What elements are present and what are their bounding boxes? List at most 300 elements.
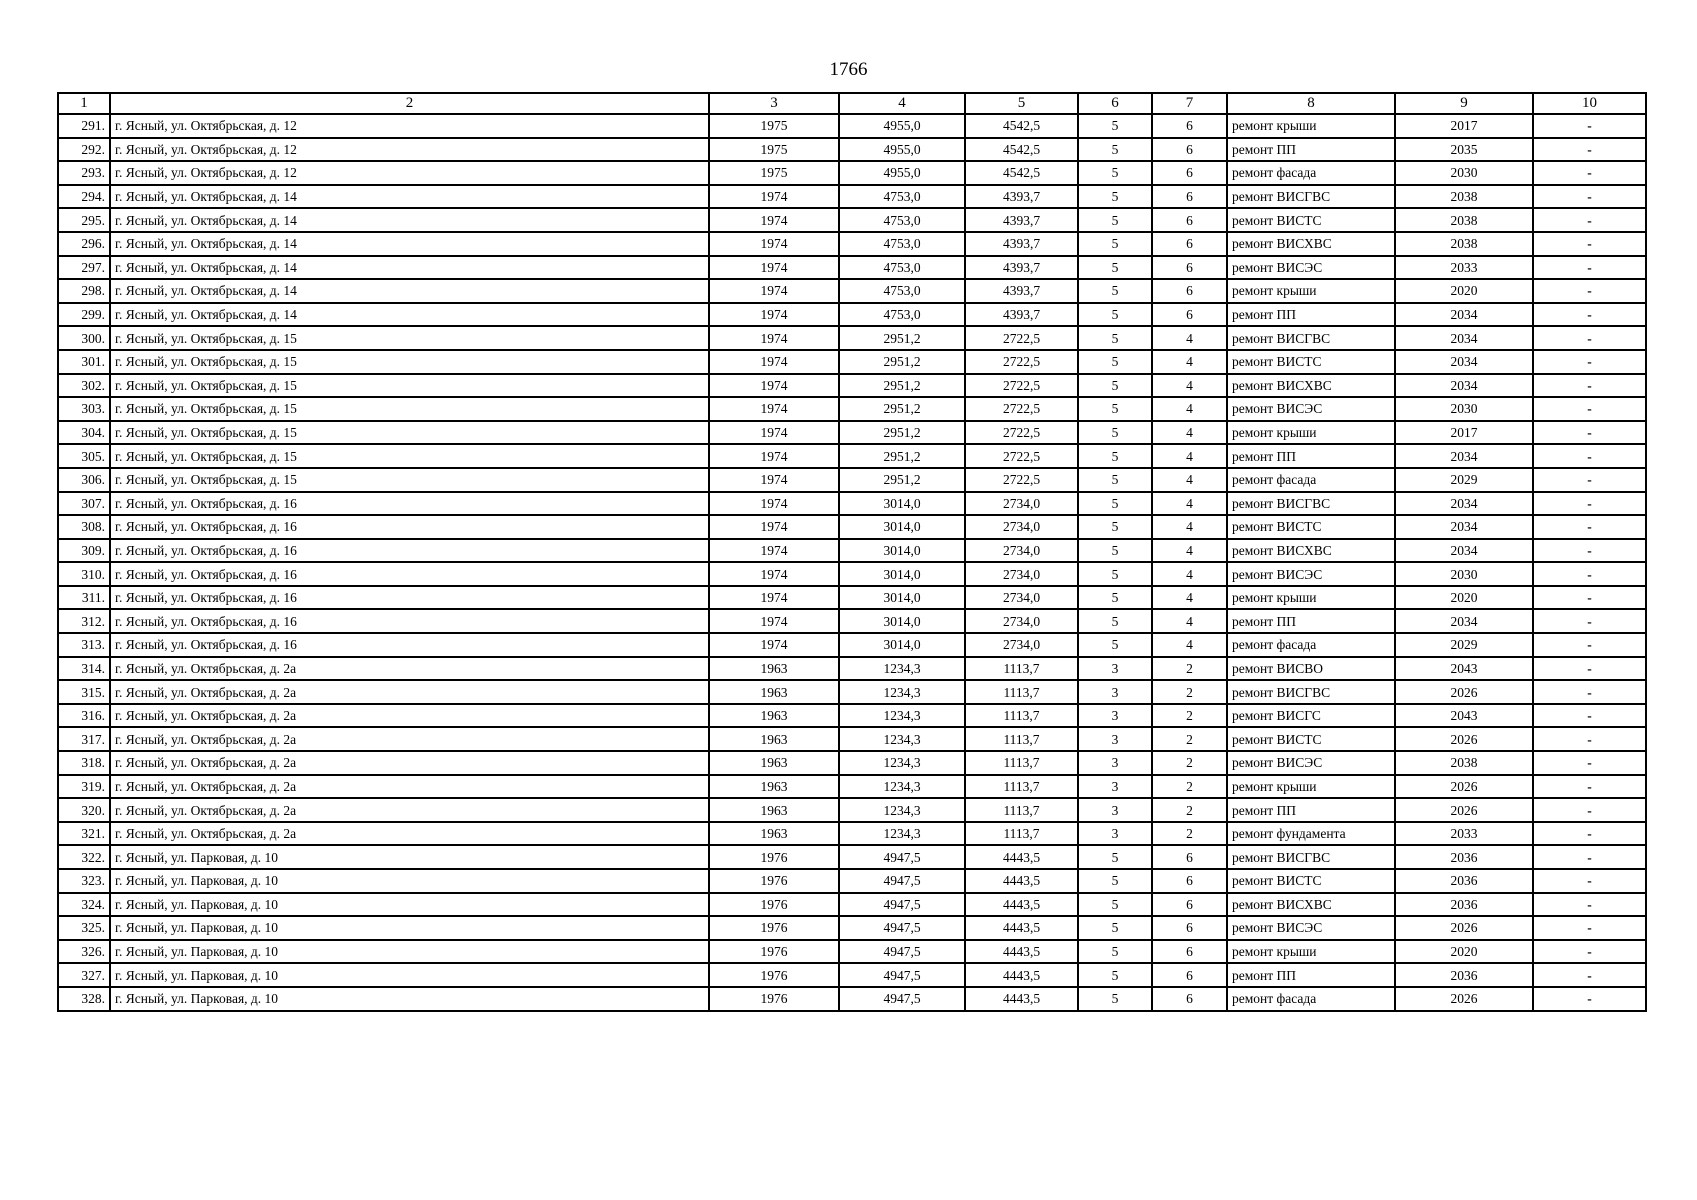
row-number: 315.: [58, 680, 110, 704]
entrances-cell: 4: [1152, 397, 1227, 421]
living-area-cell: 4443,5: [965, 940, 1078, 964]
table-row: [58, 114, 1646, 138]
row-number: 311.: [58, 586, 110, 610]
floors-cell: 5: [1078, 444, 1152, 468]
work-type-cell: ремонт ПП: [1227, 798, 1395, 822]
living-area-cell: 4393,7: [965, 232, 1078, 256]
note-cell: -: [1533, 161, 1646, 185]
planned-year-cell: 2034: [1395, 326, 1533, 350]
note-cell: -: [1533, 704, 1646, 728]
entrances-cell: 4: [1152, 609, 1227, 633]
total-area-cell: 4753,0: [839, 256, 965, 280]
total-area-cell: 2951,2: [839, 374, 965, 398]
living-area-cell: 2734,0: [965, 515, 1078, 539]
column-header: 3: [709, 93, 839, 114]
table-row: [58, 562, 1646, 586]
total-area-cell: 1234,3: [839, 704, 965, 728]
note-cell: -: [1533, 492, 1646, 516]
year-cell: 1963: [709, 751, 839, 775]
entrances-cell: 4: [1152, 468, 1227, 492]
floors-cell: 3: [1078, 798, 1152, 822]
total-area-cell: 4753,0: [839, 208, 965, 232]
living-area-cell: 2722,5: [965, 397, 1078, 421]
address-cell: г. Ясный, ул. Парковая, д. 10: [110, 940, 709, 964]
entrances-cell: 6: [1152, 869, 1227, 893]
note-cell: -: [1533, 326, 1646, 350]
table-row: [58, 633, 1646, 657]
planned-year-cell: 2026: [1395, 775, 1533, 799]
floors-cell: 5: [1078, 633, 1152, 657]
column-header: 9: [1395, 93, 1533, 114]
address-cell: г. Ясный, ул. Октябрьская, д. 2а: [110, 680, 709, 704]
total-area-cell: 1234,3: [839, 751, 965, 775]
entrances-cell: 4: [1152, 515, 1227, 539]
entrances-cell: 2: [1152, 657, 1227, 681]
work-type-cell: ремонт ВИСЭС: [1227, 256, 1395, 280]
planned-year-cell: 2038: [1395, 208, 1533, 232]
planned-year-cell: 2038: [1395, 185, 1533, 209]
column-header: 10: [1533, 93, 1646, 114]
living-area-cell: 2722,5: [965, 350, 1078, 374]
table-row: [58, 704, 1646, 728]
work-type-cell: ремонт фасада: [1227, 468, 1395, 492]
year-cell: 1974: [709, 539, 839, 563]
repair-schedule-table: [57, 92, 1647, 1012]
planned-year-cell: 2029: [1395, 468, 1533, 492]
column-header: 1: [58, 93, 110, 114]
floors-cell: 5: [1078, 138, 1152, 162]
floors-cell: 3: [1078, 822, 1152, 846]
address-cell: г. Ясный, ул. Октябрьская, д. 16: [110, 515, 709, 539]
note-cell: -: [1533, 822, 1646, 846]
living-area-cell: 4443,5: [965, 845, 1078, 869]
row-number: 308.: [58, 515, 110, 539]
address-cell: г. Ясный, ул. Октябрьская, д. 16: [110, 539, 709, 563]
table-row: [58, 751, 1646, 775]
planned-year-cell: 2034: [1395, 303, 1533, 327]
entrances-cell: 4: [1152, 374, 1227, 398]
entrances-cell: 6: [1152, 208, 1227, 232]
living-area-cell: 4393,7: [965, 256, 1078, 280]
table-row: [58, 893, 1646, 917]
note-cell: -: [1533, 350, 1646, 374]
entrances-cell: 4: [1152, 586, 1227, 610]
column-header: 2: [110, 93, 709, 114]
note-cell: -: [1533, 562, 1646, 586]
total-area-cell: 1234,3: [839, 798, 965, 822]
living-area-cell: 4443,5: [965, 916, 1078, 940]
row-number: 327.: [58, 963, 110, 987]
row-number: 303.: [58, 397, 110, 421]
row-number: 323.: [58, 869, 110, 893]
floors-cell: 5: [1078, 963, 1152, 987]
planned-year-cell: 2036: [1395, 963, 1533, 987]
work-type-cell: ремонт фасада: [1227, 633, 1395, 657]
year-cell: 1974: [709, 515, 839, 539]
table-row: [58, 963, 1646, 987]
note-cell: -: [1533, 845, 1646, 869]
note-cell: -: [1533, 727, 1646, 751]
table-row: [58, 232, 1646, 256]
year-cell: 1976: [709, 987, 839, 1011]
year-cell: 1975: [709, 138, 839, 162]
total-area-cell: 4947,5: [839, 963, 965, 987]
total-area-cell: 2951,2: [839, 421, 965, 445]
table-row: [58, 444, 1646, 468]
planned-year-cell: 2034: [1395, 539, 1533, 563]
column-header: 7: [1152, 93, 1227, 114]
total-area-cell: 4955,0: [839, 138, 965, 162]
address-cell: г. Ясный, ул. Октябрьская, д. 12: [110, 138, 709, 162]
table-row: [58, 586, 1646, 610]
floors-cell: 5: [1078, 421, 1152, 445]
work-type-cell: ремонт ПП: [1227, 138, 1395, 162]
table-row: [58, 987, 1646, 1011]
planned-year-cell: 2030: [1395, 562, 1533, 586]
total-area-cell: 3014,0: [839, 539, 965, 563]
work-type-cell: ремонт ВИСЭС: [1227, 916, 1395, 940]
row-number: 297.: [58, 256, 110, 280]
address-cell: г. Ясный, ул. Октябрьская, д. 15: [110, 397, 709, 421]
living-area-cell: 2734,0: [965, 562, 1078, 586]
floors-cell: 5: [1078, 562, 1152, 586]
planned-year-cell: 2026: [1395, 727, 1533, 751]
living-area-cell: 2734,0: [965, 609, 1078, 633]
work-type-cell: ремонт крыши: [1227, 586, 1395, 610]
work-type-cell: ремонт ПП: [1227, 609, 1395, 633]
floors-cell: 5: [1078, 916, 1152, 940]
planned-year-cell: 2038: [1395, 232, 1533, 256]
total-area-cell: 1234,3: [839, 727, 965, 751]
row-number: 324.: [58, 893, 110, 917]
planned-year-cell: 2026: [1395, 987, 1533, 1011]
entrances-cell: 2: [1152, 775, 1227, 799]
address-cell: г. Ясный, ул. Октябрьская, д. 12: [110, 161, 709, 185]
living-area-cell: 1113,7: [965, 751, 1078, 775]
living-area-cell: 2722,5: [965, 374, 1078, 398]
floors-cell: 5: [1078, 185, 1152, 209]
total-area-cell: 4753,0: [839, 279, 965, 303]
address-cell: г. Ясный, ул. Октябрьская, д. 2а: [110, 775, 709, 799]
planned-year-cell: 2030: [1395, 161, 1533, 185]
floors-cell: 5: [1078, 279, 1152, 303]
address-cell: г. Ясный, ул. Октябрьская, д. 2а: [110, 657, 709, 681]
work-type-cell: ремонт крыши: [1227, 940, 1395, 964]
year-cell: 1963: [709, 657, 839, 681]
year-cell: 1974: [709, 185, 839, 209]
year-cell: 1976: [709, 963, 839, 987]
work-type-cell: ремонт крыши: [1227, 114, 1395, 138]
floors-cell: 5: [1078, 515, 1152, 539]
total-area-cell: 4947,5: [839, 916, 965, 940]
row-number: 320.: [58, 798, 110, 822]
note-cell: -: [1533, 279, 1646, 303]
year-cell: 1974: [709, 609, 839, 633]
address-cell: г. Ясный, ул. Октябрьская, д. 16: [110, 633, 709, 657]
year-cell: 1963: [709, 704, 839, 728]
entrances-cell: 2: [1152, 680, 1227, 704]
row-number: 304.: [58, 421, 110, 445]
total-area-cell: 3014,0: [839, 492, 965, 516]
planned-year-cell: 2043: [1395, 704, 1533, 728]
row-number: 300.: [58, 326, 110, 350]
entrances-cell: 4: [1152, 350, 1227, 374]
living-area-cell: 2734,0: [965, 633, 1078, 657]
floors-cell: 3: [1078, 680, 1152, 704]
living-area-cell: 2722,5: [965, 421, 1078, 445]
row-number: 321.: [58, 822, 110, 846]
living-area-cell: 1113,7: [965, 727, 1078, 751]
planned-year-cell: 2035: [1395, 138, 1533, 162]
table-row: [58, 680, 1646, 704]
year-cell: 1974: [709, 208, 839, 232]
year-cell: 1963: [709, 798, 839, 822]
table-row: [58, 208, 1646, 232]
note-cell: -: [1533, 468, 1646, 492]
entrances-cell: 6: [1152, 185, 1227, 209]
address-cell: г. Ясный, ул. Октябрьская, д. 16: [110, 492, 709, 516]
floors-cell: 5: [1078, 609, 1152, 633]
total-area-cell: 3014,0: [839, 609, 965, 633]
planned-year-cell: 2017: [1395, 114, 1533, 138]
year-cell: 1976: [709, 940, 839, 964]
floors-cell: 5: [1078, 893, 1152, 917]
table-row: [58, 822, 1646, 846]
year-cell: 1974: [709, 562, 839, 586]
living-area-cell: 1113,7: [965, 680, 1078, 704]
address-cell: г. Ясный, ул. Октябрьская, д. 12: [110, 114, 709, 138]
note-cell: -: [1533, 609, 1646, 633]
table-row: [58, 609, 1646, 633]
address-cell: г. Ясный, ул. Октябрьская, д. 14: [110, 208, 709, 232]
living-area-cell: 2722,5: [965, 468, 1078, 492]
total-area-cell: 1234,3: [839, 822, 965, 846]
total-area-cell: 1234,3: [839, 775, 965, 799]
row-number: 317.: [58, 727, 110, 751]
entrances-cell: 4: [1152, 562, 1227, 586]
year-cell: 1974: [709, 256, 839, 280]
address-cell: г. Ясный, ул. Октябрьская, д. 2а: [110, 727, 709, 751]
living-area-cell: 4393,7: [965, 279, 1078, 303]
planned-year-cell: 2017: [1395, 421, 1533, 445]
work-type-cell: ремонт ВИСЭС: [1227, 562, 1395, 586]
floors-cell: 5: [1078, 987, 1152, 1011]
year-cell: 1976: [709, 845, 839, 869]
address-cell: г. Ясный, ул. Октябрьская, д. 14: [110, 303, 709, 327]
column-header: 4: [839, 93, 965, 114]
total-area-cell: 2951,2: [839, 350, 965, 374]
total-area-cell: 4753,0: [839, 185, 965, 209]
floors-cell: 5: [1078, 845, 1152, 869]
planned-year-cell: 2033: [1395, 822, 1533, 846]
work-type-cell: ремонт ВИСХВС: [1227, 374, 1395, 398]
row-number: 312.: [58, 609, 110, 633]
work-type-cell: ремонт фундамента: [1227, 822, 1395, 846]
living-area-cell: 4393,7: [965, 208, 1078, 232]
floors-cell: 5: [1078, 303, 1152, 327]
total-area-cell: 4947,5: [839, 845, 965, 869]
year-cell: 1974: [709, 350, 839, 374]
total-area-cell: 2951,2: [839, 397, 965, 421]
year-cell: 1963: [709, 727, 839, 751]
living-area-cell: 4443,5: [965, 869, 1078, 893]
floors-cell: 5: [1078, 940, 1152, 964]
total-area-cell: 1234,3: [839, 657, 965, 681]
year-cell: 1974: [709, 468, 839, 492]
entrances-cell: 6: [1152, 987, 1227, 1011]
row-number: 326.: [58, 940, 110, 964]
work-type-cell: ремонт ПП: [1227, 444, 1395, 468]
floors-cell: 5: [1078, 468, 1152, 492]
address-cell: г. Ясный, ул. Октябрьская, д. 2а: [110, 798, 709, 822]
table-row: [58, 940, 1646, 964]
planned-year-cell: 2020: [1395, 940, 1533, 964]
note-cell: -: [1533, 893, 1646, 917]
planned-year-cell: 2034: [1395, 492, 1533, 516]
total-area-cell: 1234,3: [839, 680, 965, 704]
work-type-cell: ремонт ВИСГВС: [1227, 680, 1395, 704]
living-area-cell: 1113,7: [965, 798, 1078, 822]
living-area-cell: 2734,0: [965, 586, 1078, 610]
note-cell: -: [1533, 657, 1646, 681]
living-area-cell: 4542,5: [965, 161, 1078, 185]
planned-year-cell: 2034: [1395, 350, 1533, 374]
entrances-cell: 6: [1152, 138, 1227, 162]
row-number: 314.: [58, 657, 110, 681]
entrances-cell: 6: [1152, 963, 1227, 987]
living-area-cell: 4393,7: [965, 303, 1078, 327]
note-cell: -: [1533, 421, 1646, 445]
address-cell: г. Ясный, ул. Октябрьская, д. 2а: [110, 704, 709, 728]
row-number: 295.: [58, 208, 110, 232]
address-cell: г. Ясный, ул. Октябрьская, д. 15: [110, 350, 709, 374]
living-area-cell: 1113,7: [965, 822, 1078, 846]
work-type-cell: ремонт ВИСТС: [1227, 515, 1395, 539]
note-cell: -: [1533, 397, 1646, 421]
planned-year-cell: 2034: [1395, 444, 1533, 468]
address-cell: г. Ясный, ул. Парковая, д. 10: [110, 916, 709, 940]
address-cell: г. Ясный, ул. Октябрьская, д. 16: [110, 562, 709, 586]
entrances-cell: 4: [1152, 326, 1227, 350]
note-cell: -: [1533, 185, 1646, 209]
row-number: 292.: [58, 138, 110, 162]
row-number: 319.: [58, 775, 110, 799]
living-area-cell: 1113,7: [965, 657, 1078, 681]
note-cell: -: [1533, 586, 1646, 610]
table-row: [58, 185, 1646, 209]
floors-cell: 5: [1078, 492, 1152, 516]
work-type-cell: ремонт ВИСГВС: [1227, 492, 1395, 516]
year-cell: 1974: [709, 586, 839, 610]
address-cell: г. Ясный, ул. Октябрьская, д. 14: [110, 185, 709, 209]
planned-year-cell: 2030: [1395, 397, 1533, 421]
entrances-cell: 6: [1152, 232, 1227, 256]
work-type-cell: ремонт ВИСГВС: [1227, 326, 1395, 350]
row-number: 318.: [58, 751, 110, 775]
note-cell: -: [1533, 232, 1646, 256]
living-area-cell: 4443,5: [965, 893, 1078, 917]
floors-cell: 5: [1078, 586, 1152, 610]
year-cell: 1963: [709, 822, 839, 846]
total-area-cell: 2951,2: [839, 468, 965, 492]
living-area-cell: 2722,5: [965, 444, 1078, 468]
planned-year-cell: 2038: [1395, 751, 1533, 775]
floors-cell: 5: [1078, 869, 1152, 893]
work-type-cell: ремонт ВИСХВС: [1227, 232, 1395, 256]
floors-cell: 5: [1078, 350, 1152, 374]
entrances-cell: 6: [1152, 940, 1227, 964]
note-cell: -: [1533, 963, 1646, 987]
table-row: [58, 303, 1646, 327]
address-cell: г. Ясный, ул. Октябрьская, д. 2а: [110, 822, 709, 846]
work-type-cell: ремонт ВИСГВС: [1227, 185, 1395, 209]
row-number: 296.: [58, 232, 110, 256]
work-type-cell: ремонт ВИСЭС: [1227, 397, 1395, 421]
entrances-cell: 4: [1152, 633, 1227, 657]
address-cell: г. Ясный, ул. Парковая, д. 10: [110, 893, 709, 917]
table-row: [58, 845, 1646, 869]
note-cell: -: [1533, 680, 1646, 704]
table-body: [58, 114, 1646, 1011]
total-area-cell: 2951,2: [839, 326, 965, 350]
planned-year-cell: 2036: [1395, 893, 1533, 917]
total-area-cell: 4947,5: [839, 869, 965, 893]
entrances-cell: 4: [1152, 539, 1227, 563]
year-cell: 1974: [709, 303, 839, 327]
table-header-row: [58, 93, 1646, 114]
table-row: [58, 515, 1646, 539]
row-number: 299.: [58, 303, 110, 327]
total-area-cell: 4955,0: [839, 114, 965, 138]
address-cell: г. Ясный, ул. Парковая, д. 10: [110, 987, 709, 1011]
address-cell: г. Ясный, ул. Октябрьская, д. 14: [110, 232, 709, 256]
note-cell: -: [1533, 444, 1646, 468]
floors-cell: 5: [1078, 114, 1152, 138]
year-cell: 1974: [709, 326, 839, 350]
table-row: [58, 916, 1646, 940]
table-row: [58, 421, 1646, 445]
address-cell: г. Ясный, ул. Октябрьская, д. 14: [110, 279, 709, 303]
entrances-cell: 6: [1152, 303, 1227, 327]
table-row: [58, 279, 1646, 303]
column-header: 6: [1078, 93, 1152, 114]
year-cell: 1974: [709, 374, 839, 398]
floors-cell: 5: [1078, 539, 1152, 563]
note-cell: -: [1533, 987, 1646, 1011]
year-cell: 1974: [709, 492, 839, 516]
entrances-cell: 6: [1152, 161, 1227, 185]
planned-year-cell: 2043: [1395, 657, 1533, 681]
total-area-cell: 3014,0: [839, 515, 965, 539]
floors-cell: 5: [1078, 232, 1152, 256]
entrances-cell: 6: [1152, 114, 1227, 138]
work-type-cell: ремонт ВИСЭС: [1227, 751, 1395, 775]
work-type-cell: ремонт ВИСТС: [1227, 727, 1395, 751]
work-type-cell: ремонт фасада: [1227, 161, 1395, 185]
column-header: 5: [965, 93, 1078, 114]
entrances-cell: 2: [1152, 751, 1227, 775]
row-number: 291.: [58, 114, 110, 138]
row-number: 294.: [58, 185, 110, 209]
work-type-cell: ремонт крыши: [1227, 421, 1395, 445]
note-cell: -: [1533, 208, 1646, 232]
entrances-cell: 6: [1152, 845, 1227, 869]
table-row: [58, 468, 1646, 492]
living-area-cell: 2722,5: [965, 326, 1078, 350]
row-number: 328.: [58, 987, 110, 1011]
entrances-cell: 2: [1152, 822, 1227, 846]
total-area-cell: 3014,0: [839, 562, 965, 586]
